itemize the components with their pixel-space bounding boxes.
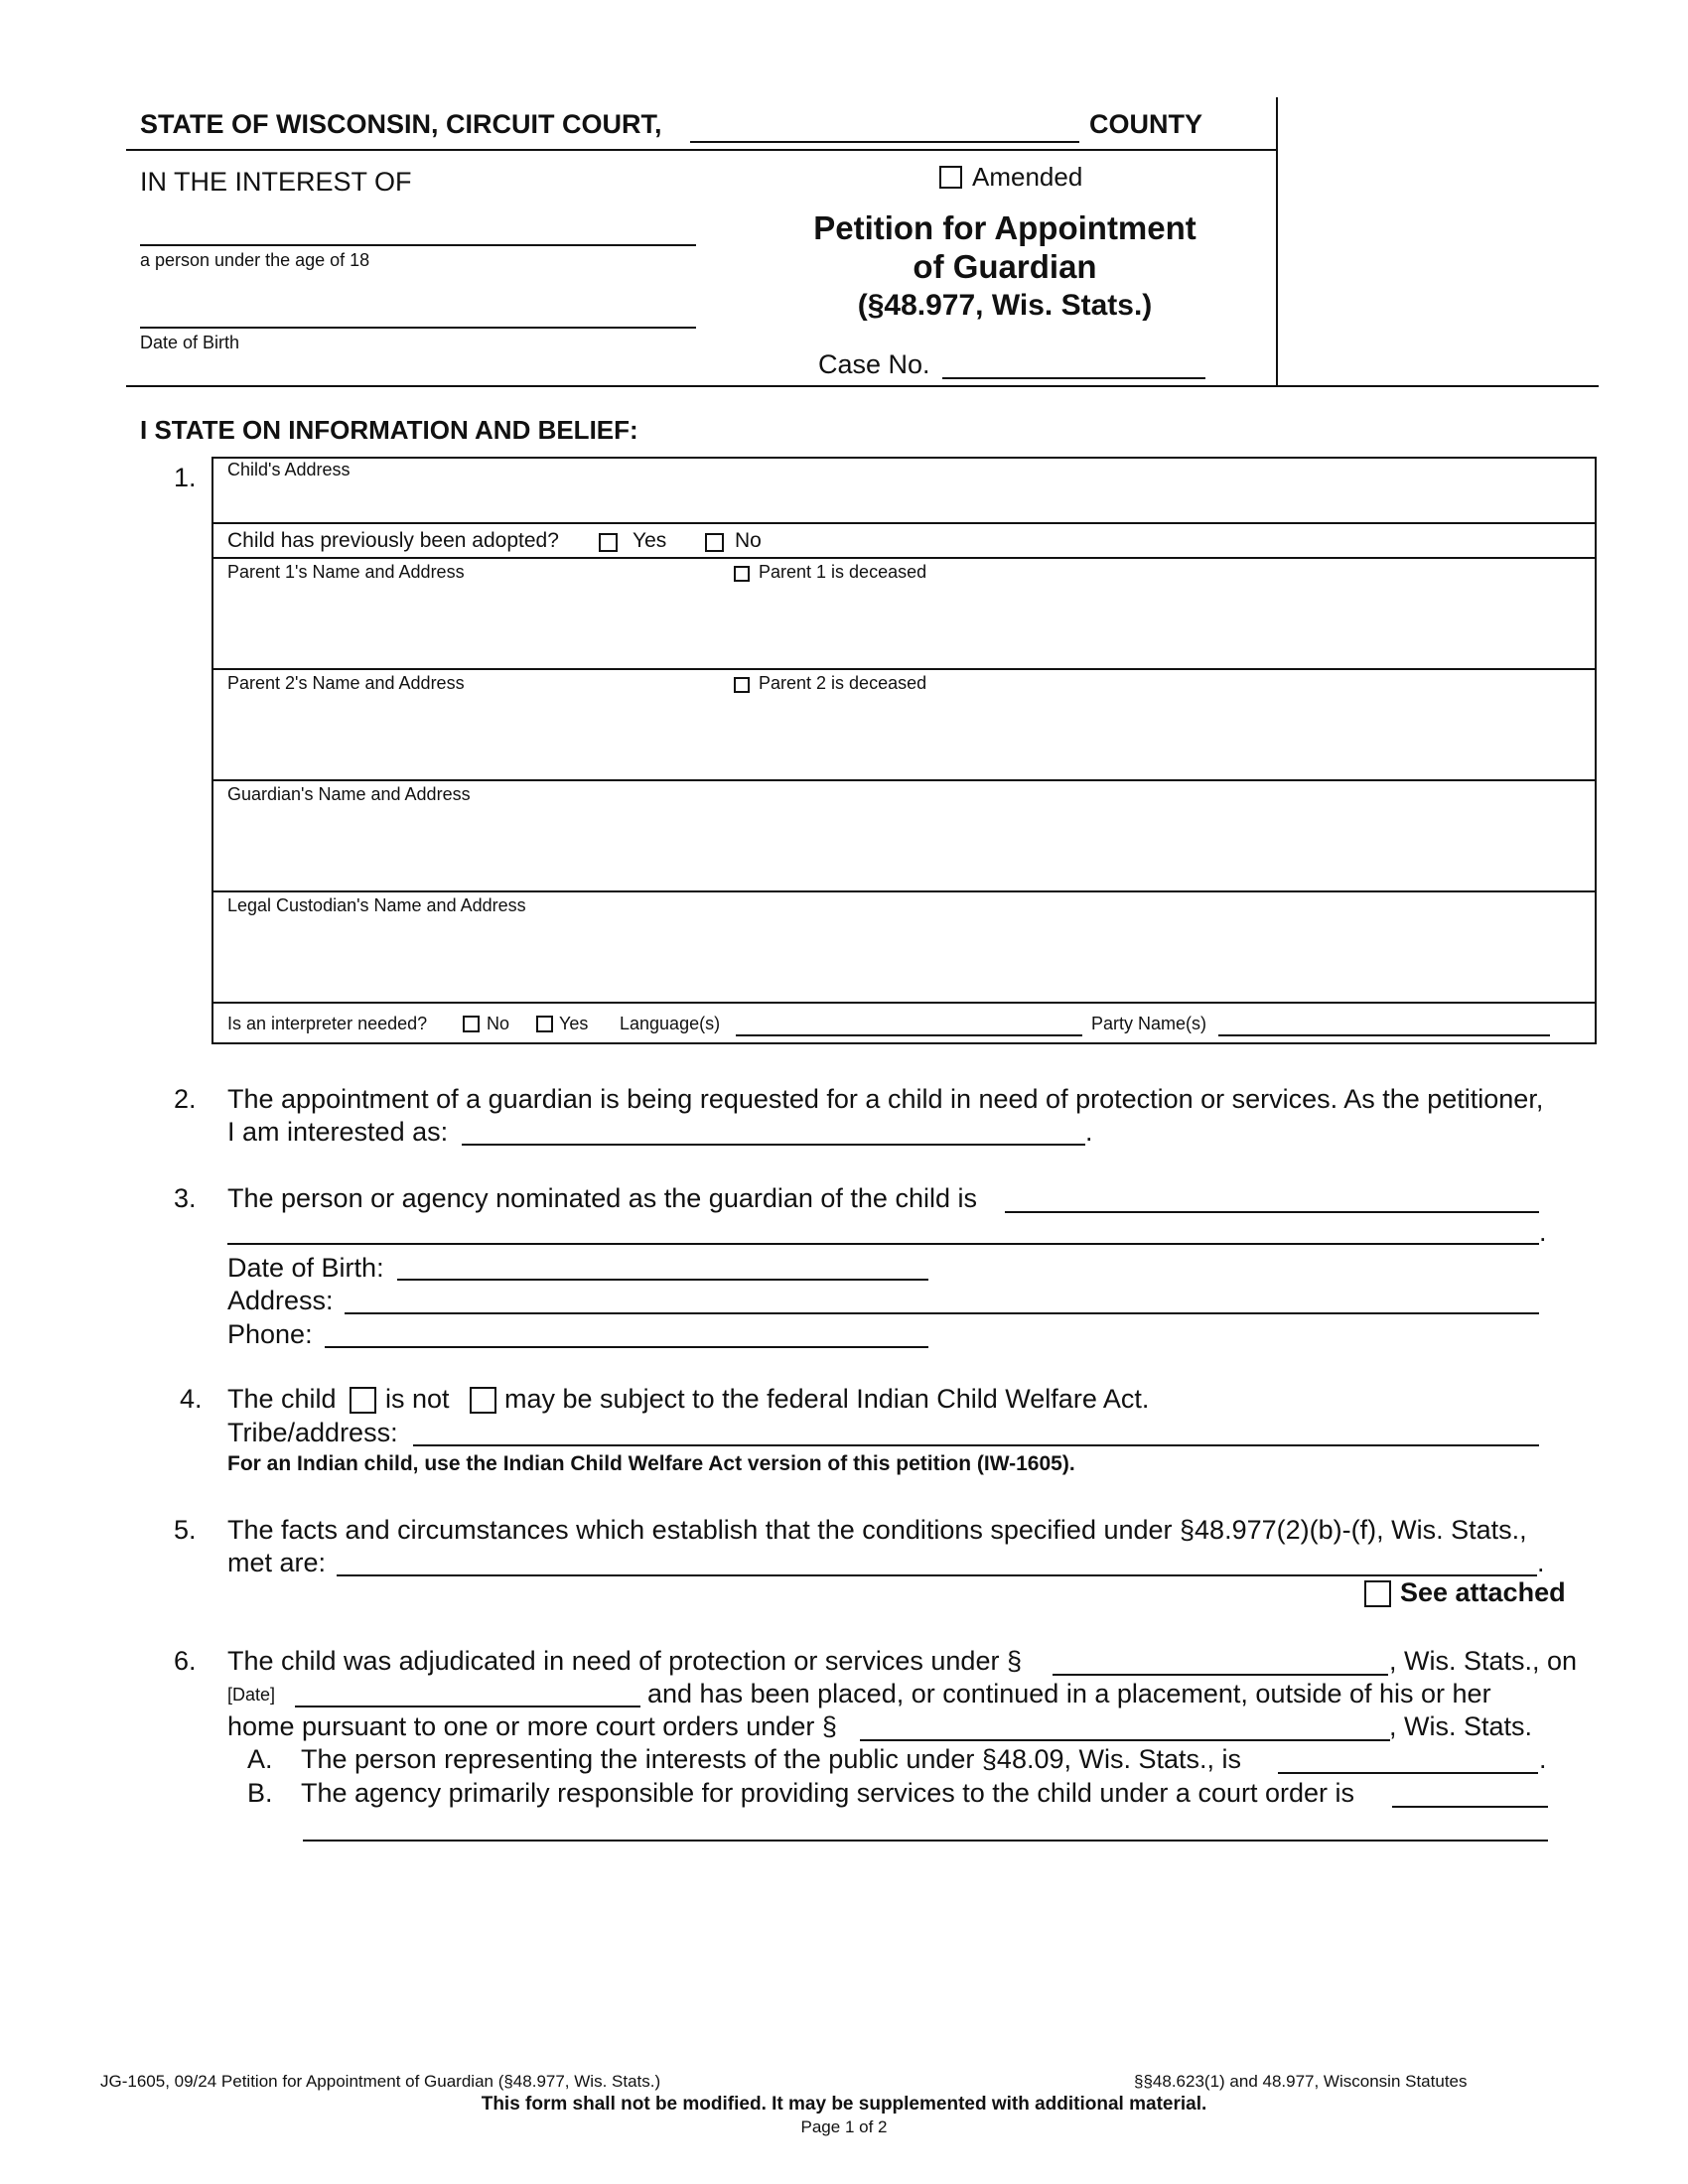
custodian-label: Legal Custodian's Name and Address: [227, 895, 526, 915]
nominated-guardian-field-cont[interactable]: [227, 1243, 1539, 1245]
chips-statute-field[interactable]: [1053, 1674, 1388, 1676]
form-title-line1: Petition for Appointment: [813, 209, 1196, 246]
adopted-no-label: No: [735, 529, 762, 552]
caption-vertical-rule: [1276, 97, 1278, 385]
date-bracket-label: [Date]: [227, 1685, 276, 1705]
table-row-divider: [211, 668, 1597, 670]
languages-field[interactable]: [736, 1034, 1082, 1036]
icwa-note: For an Indian child, use the Indian Child Welfare Act version of this petition (IW-1605).: [227, 1452, 1075, 1475]
item-number: 3.: [174, 1183, 197, 1213]
parent2-label: Parent 2's Name and Address: [227, 673, 465, 693]
parent2-deceased-label: Parent 2 is deceased: [759, 673, 927, 693]
see-attached-checkbox[interactable]: [1364, 1580, 1391, 1607]
party-names-label: Party Name(s): [1091, 1014, 1207, 1033]
item5-text-line2: met are:: [227, 1548, 327, 1577]
amended-label: Amended: [972, 162, 1083, 192]
guardian-address-field[interactable]: [345, 1312, 1539, 1314]
form-title-line2: of Guardian: [913, 248, 1097, 285]
guardian-address-label: Address:: [227, 1286, 334, 1315]
guardian-dob-field[interactable]: [397, 1279, 928, 1281]
item6-text-line1-end: , Wis. Stats., on: [1389, 1646, 1578, 1676]
county-label: COUNTY: [1089, 109, 1202, 139]
table-row-divider: [211, 522, 1597, 524]
table-row-divider: [211, 890, 1597, 892]
interpreter-no-checkbox[interactable]: [463, 1016, 480, 1032]
child-dob-field[interactable]: [140, 327, 696, 329]
interpreter-yes-label: Yes: [559, 1014, 589, 1033]
table-row-divider: [211, 557, 1597, 559]
subitem-a-text: The person representing the interests of the public under §48.09, Wis. Stats., is: [301, 1744, 1242, 1774]
court-heading: STATE OF WISCONSIN, CIRCUIT COURT,: [140, 109, 662, 139]
party-names-field[interactable]: [1218, 1034, 1550, 1036]
court-order-statute-field[interactable]: [860, 1739, 1390, 1741]
subitem-b-label: B.: [247, 1778, 273, 1808]
facts-circumstances-field[interactable]: [337, 1574, 1537, 1576]
item-number: 2.: [174, 1084, 197, 1114]
responsible-agency-field[interactable]: [1392, 1806, 1548, 1808]
amended-checkbox[interactable]: [939, 166, 962, 189]
page-number: Page 1 of 2: [800, 2117, 888, 2136]
languages-label: Language(s): [620, 1014, 721, 1033]
item6-text-line3: home pursuant to one or more court orders under §: [227, 1711, 837, 1741]
parent1-label: Parent 1's Name and Address: [227, 562, 465, 582]
item4-the-child: The child: [227, 1384, 337, 1414]
parent1-deceased-checkbox[interactable]: [734, 566, 750, 582]
item-number: 5.: [174, 1515, 197, 1545]
item6-text-line2: and has been placed, or continued in a placement, outside of his or her: [647, 1679, 1491, 1708]
parent2-deceased-checkbox[interactable]: [734, 677, 750, 693]
subitem-a-label: A.: [247, 1744, 273, 1774]
item-number: 1.: [174, 463, 197, 492]
petitioner-interest-field[interactable]: [462, 1144, 1085, 1146]
adopted-yes-label: Yes: [633, 529, 667, 552]
guardian-label: Guardian's Name and Address: [227, 784, 471, 804]
item2-text-line2: I am interested as:: [227, 1117, 449, 1147]
item3-text: The person or agency nominated as the guardian of the child is: [227, 1183, 977, 1213]
interpreter-question: Is an interpreter needed?: [227, 1014, 428, 1033]
icwa-may-be-label: may be subject to the federal Indian Child Welfare Act.: [504, 1384, 1150, 1414]
item-number: 4.: [180, 1384, 203, 1414]
childs-address-label: Child's Address: [227, 460, 351, 479]
adopted-no-checkbox[interactable]: [705, 533, 724, 552]
modification-notice: This form shall not be modified. It may be supplemented with additional material.: [481, 2094, 1207, 2115]
tribe-address-label: Tribe/address:: [227, 1418, 398, 1447]
interpreter-yes-checkbox[interactable]: [536, 1016, 553, 1032]
table-row-divider: [211, 779, 1597, 781]
case-no-label: Case No.: [818, 349, 930, 379]
icwa-may-be-checkbox[interactable]: [470, 1387, 496, 1414]
subitem-a-period: .: [1539, 1744, 1547, 1774]
item-number: 6.: [174, 1646, 197, 1676]
icwa-is-not-label: is not: [385, 1384, 450, 1414]
caption-bottom-rule: [126, 385, 1599, 387]
item3-period: .: [1539, 1217, 1547, 1247]
adjudication-date-field[interactable]: [295, 1706, 640, 1707]
date-of-birth-label: Date of Birth: [140, 333, 240, 352]
item5-text-line1: The facts and circumstances which establish that the conditions specified under §48.977(2)(b)-(f), Wis. Stats.,: [227, 1515, 1527, 1545]
nominated-guardian-field[interactable]: [1005, 1211, 1539, 1213]
adopted-yes-checkbox[interactable]: [599, 533, 618, 552]
icwa-is-not-checkbox[interactable]: [350, 1387, 376, 1414]
subitem-b-text: The agency primarily responsible for providing services to the child under a court order is: [301, 1778, 1355, 1808]
see-attached-label: See attached: [1400, 1577, 1566, 1607]
intro-statement: I STATE ON INFORMATION AND BELIEF:: [140, 415, 638, 445]
county-name-field[interactable]: [690, 141, 1079, 143]
item5-period: .: [1537, 1548, 1545, 1577]
statutes-footer: §§48.623(1) and 48.977, Wisconsin Statutes: [1134, 2072, 1468, 2091]
item2-period: .: [1085, 1117, 1093, 1147]
form-id-footer: JG-1605, 09/24 Petition for Appointment of Guardian (§48.977, Wis. Stats.): [100, 2072, 661, 2091]
public-representative-field[interactable]: [1278, 1772, 1538, 1774]
case-no-field[interactable]: [942, 377, 1205, 379]
interest-of-label: IN THE INTEREST OF: [140, 167, 412, 197]
table-row-divider: [211, 1002, 1597, 1004]
child-name-field[interactable]: [140, 244, 696, 246]
item6-text-line1: The child was adjudicated in need of protection or services under §: [227, 1646, 1022, 1676]
item2-text-line1: The appointment of a guardian is being requested for a child in need of protection or services. As the petitioner,: [227, 1084, 1544, 1114]
adopted-question: Child has previously been adopted?: [227, 529, 559, 552]
guardian-dob-label: Date of Birth:: [227, 1253, 384, 1283]
parent1-deceased-label: Parent 1 is deceased: [759, 562, 927, 582]
guardian-phone-field[interactable]: [325, 1346, 928, 1348]
item6-text-line3-end: , Wis. Stats.: [1389, 1711, 1533, 1741]
responsible-agency-field-cont[interactable]: [303, 1840, 1548, 1842]
tribe-address-field[interactable]: [413, 1444, 1539, 1446]
interpreter-no-label: No: [487, 1014, 510, 1033]
header-divider: [126, 149, 1278, 151]
person-under-18-label: a person under the age of 18: [140, 250, 370, 270]
form-title-line3: (§48.977, Wis. Stats.): [857, 289, 1153, 322]
guardian-phone-label: Phone:: [227, 1319, 313, 1349]
